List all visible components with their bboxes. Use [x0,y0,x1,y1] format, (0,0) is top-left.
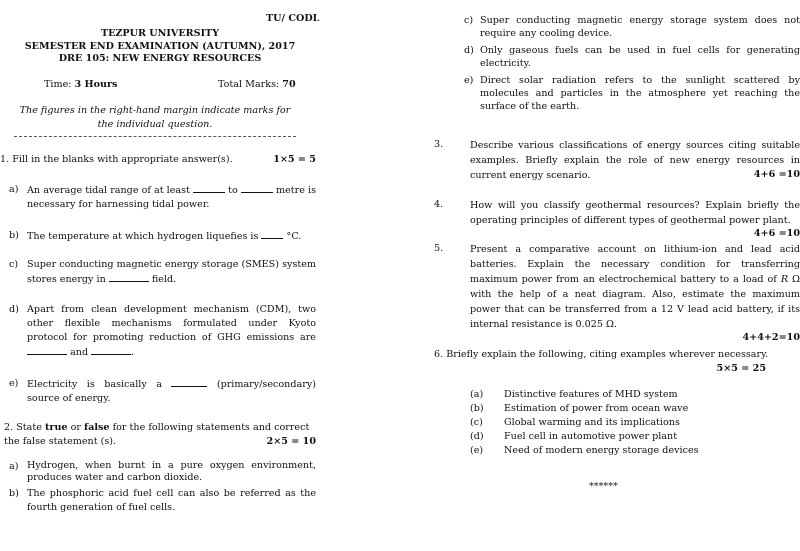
item-label: d) [464,45,474,56]
q4-marks: 4+6 =10 [753,228,800,239]
answer-blank [91,345,131,355]
item-label: (d) [470,431,484,442]
item-label: (c) [470,417,483,428]
q5-text: Present a comparative account on lithium-ion and lead acid batteries. Explain the necessary condition for transferring maximum power from an electrochemical battery to a load of R Ω with the help of a neat diagram. Also, estimate the maximum power that can be transferred from a 12 V lead acid battery, if its internal resistance is 0.025 Ω. [470,244,800,330]
true-word: true [44,422,68,433]
answer-blank [171,377,207,387]
item-label: d) [9,304,19,315]
q3-number: 3. [434,139,444,150]
answer-blank [27,345,67,355]
exam-title: SEMESTER END EXAMINATION (AUTUMN), 2017 [24,41,296,52]
q2-item-d: d) Only gaseous fuels can be used in fuel cells for generating electricity. [464,45,800,69]
q6-marks: 5×5 = 25 [716,363,766,374]
time-line [44,78,117,92]
answer-blank [261,229,283,239]
item-label: (b) [470,403,484,414]
item-label: c) [464,15,474,26]
end-mark: ****** [589,481,618,492]
q1-item-b: b) The temperature at which hydrogen liquefies is °C. [9,230,302,242]
item-label: b) [9,230,19,241]
item-label: (a) [470,389,484,400]
q3-text: Describe various classifications of energy sources citing suitable examples. Briefly explain the role of new energy resources in current energy scenario. [470,140,800,181]
item-label: e) [9,378,19,389]
q4-text: How will you classify geothermal resources? Explain briefly the operating principles of different types of geothermal power plant. [470,200,800,226]
q4-number: 4. [434,199,444,210]
item-label: b) [9,488,19,499]
q1-item-d: d) Apart from clean development mechanism (CDM), two other flexible mechanisms formulated under Kyoto protocol for promoting reduction of GHG emissions are and . [9,304,316,358]
time-label: Time: [44,79,72,90]
course-title: DRE 105: NEW ENERGY RESOURCES [58,53,262,64]
q5-marks: 4+4+2=10 [742,332,800,343]
q1-marks: 1×5 = 5 [273,154,316,165]
total-marks-label: Total Marks: [218,79,280,90]
q1-item-e: e) Electricity is basically a (primary/secondary) source of energy. [9,378,316,404]
total-marks-value: 70 [282,79,296,90]
q2-header: 2. State true or false for the following statements and correct the false statement (s). 2×5 = 10 [4,422,316,447]
q2-item-e: e) Direct solar radiation refers to the sunlight scattered by molecules and particles in the atmosphere yet reaching the surface of the earth. [464,75,800,112]
total-marks [218,78,296,92]
q2-item-b: b) The phosphoric acid fuel cell can also be referred as the fourth generation of fuel cells. [9,488,316,513]
q6-prompt: 6. Briefly explain the following, citing examples wherever necessary. [434,349,769,360]
answer-blank [109,272,149,282]
q2-item-a: a) Hydrogen, when burnt in a pure oxygen environment, produces water and carbon dioxide. [9,460,316,483]
university-name: TEZPUR UNIVERSITY [100,28,220,39]
paper-code: TU/ CODL [266,13,320,24]
q5-number: 5. [434,243,444,254]
q3-marks: 4+6 =10 [753,169,800,180]
marks-note: The figures in the right-hand margin indicate marks for the individual question. [19,105,291,130]
answer-blank [193,183,225,193]
q1-prompt: 1. Fill in the blanks with appropriate answer(s). [0,154,233,165]
q1-item-a: a) An average tidal range of at least to metre is necessary for harnessing tidal power. [9,184,316,210]
q2-item-c: c) Super conducting magnetic energy storage system does not require any cooling device. [464,15,800,39]
item-label: e) [464,75,474,86]
item-label: a) [9,184,19,195]
header-divider [14,136,296,137]
q1-header [0,153,316,167]
item-label: (e) [470,445,484,456]
q2-marks: 2×5 = 10 [266,436,316,447]
answer-blank [241,183,273,193]
time-value: 3 Hours [74,79,118,90]
item-label: c) [9,259,19,270]
item-label: a) [9,461,19,472]
false-word: false [84,422,110,433]
r-symbol: R [780,274,789,285]
q1-item-c: c) Super conducting magnetic energy storage (SMES) system stores energy in field. [9,259,316,285]
